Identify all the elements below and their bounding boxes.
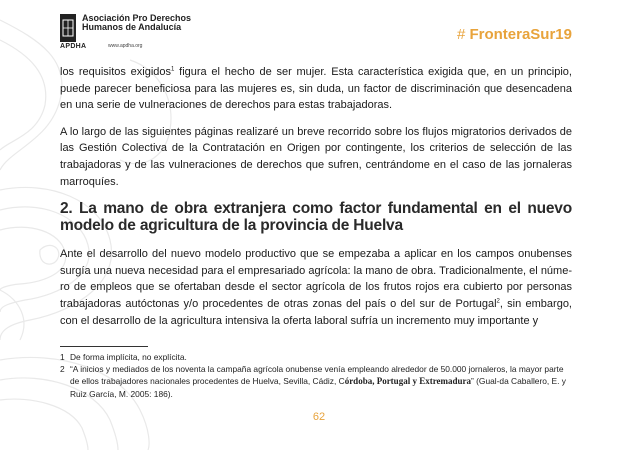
section-heading: 2. La mano de obra extranjera como factor fundamental en el nuevo modelo de agricultura de la provincia de Huelva [60,200,572,235]
footnote-2-text-emphasis: órdoba, Portugal y Extremadura [344,376,472,387]
page-header [60,10,580,54]
paragraph-1-text-a: los requisitos exigidos [60,66,172,78]
campaign-hashtag [457,26,572,43]
footnotes [60,351,572,400]
logo-acronym: APDHA [60,43,87,50]
footnote-2 [60,363,572,400]
page-number: 62 [312,411,326,423]
logo-org-line2: Humanos de Andalucía [82,22,182,32]
paragraph-3-text-a: Ante el desarrollo del nuevo modelo productivo que se empezaba a aplicar en los campos onubenses surgía una nueva necesidad para el empresariado agrícola: la mano de obra. Tradicionalmente, el núme-ro de empleos que se ofertaban desde el sector agrícola de los frutos rojos era cubierto por personas trabajadoras autóctonas y/o procedentes de otras zonas del país o del sur de Portugal [60,248,572,310]
hashtag-text: FronteraSur19 [469,26,572,43]
footnote-1 [60,351,572,363]
paragraph-2: A lo largo de las siguientes páginas realizaré un breve recorrido sobre los flujos migratorios derivados de las Gestión Colectiva de la Contratación en Origen por contingente, los criterios de selección de las trabajadoras y de las vulneraciones de derechos que sufren, centrándome en el caso de las jornaleras marroquíes. [60,125,572,188]
apdha-logo-icon [60,14,76,42]
main-text [60,64,572,339]
footnote-divider [60,346,148,347]
footnote-2-number: 2 [60,364,65,375]
footnote-1-number: 1 [60,352,65,362]
paragraph-3 [60,246,572,329]
footnote-ref-2: 2 [496,298,500,305]
paragraph-1 [60,64,572,114]
footnote-2-text-b: ” (Gual-da Caballero, E. y Ruiz García, M. 2005: 186). [70,376,566,399]
paragraph-1-text-b: figura el hecho de ser mujer. Esta característica exigida que, en un principio, puede parecer beneficiosa para las mujeres es, sin duda, un factor de discriminación que desencadena en una serie de vulneraciones de derechos para estas trabajadoras. [60,66,572,112]
logo-org-line1: Asociación Pro Derechos [82,13,192,23]
footnote-2-text-a: “A inicios y mediados de los noventa la campaña agrícola onubense venía empleando alrededor de 50.000 jornaleros, la mayor parte de ellos trabajadores nacionales procedentes de Huelva, Sevilla, Cádiz, C [70,364,564,387]
hashtag-symbol: # [456,26,466,43]
footnote-ref-1: 1 [171,66,175,73]
paragraph-3-text-b: , sin embargo, con el desarrollo de la agricultura intensiva la oferta laboral sufría un incremento muy importante y [60,297,572,327]
logo-organization-name [82,14,192,32]
footnote-1-text: De forma implícita, no explícita. [70,352,187,362]
logo-url: www.apdha.org [108,43,143,49]
